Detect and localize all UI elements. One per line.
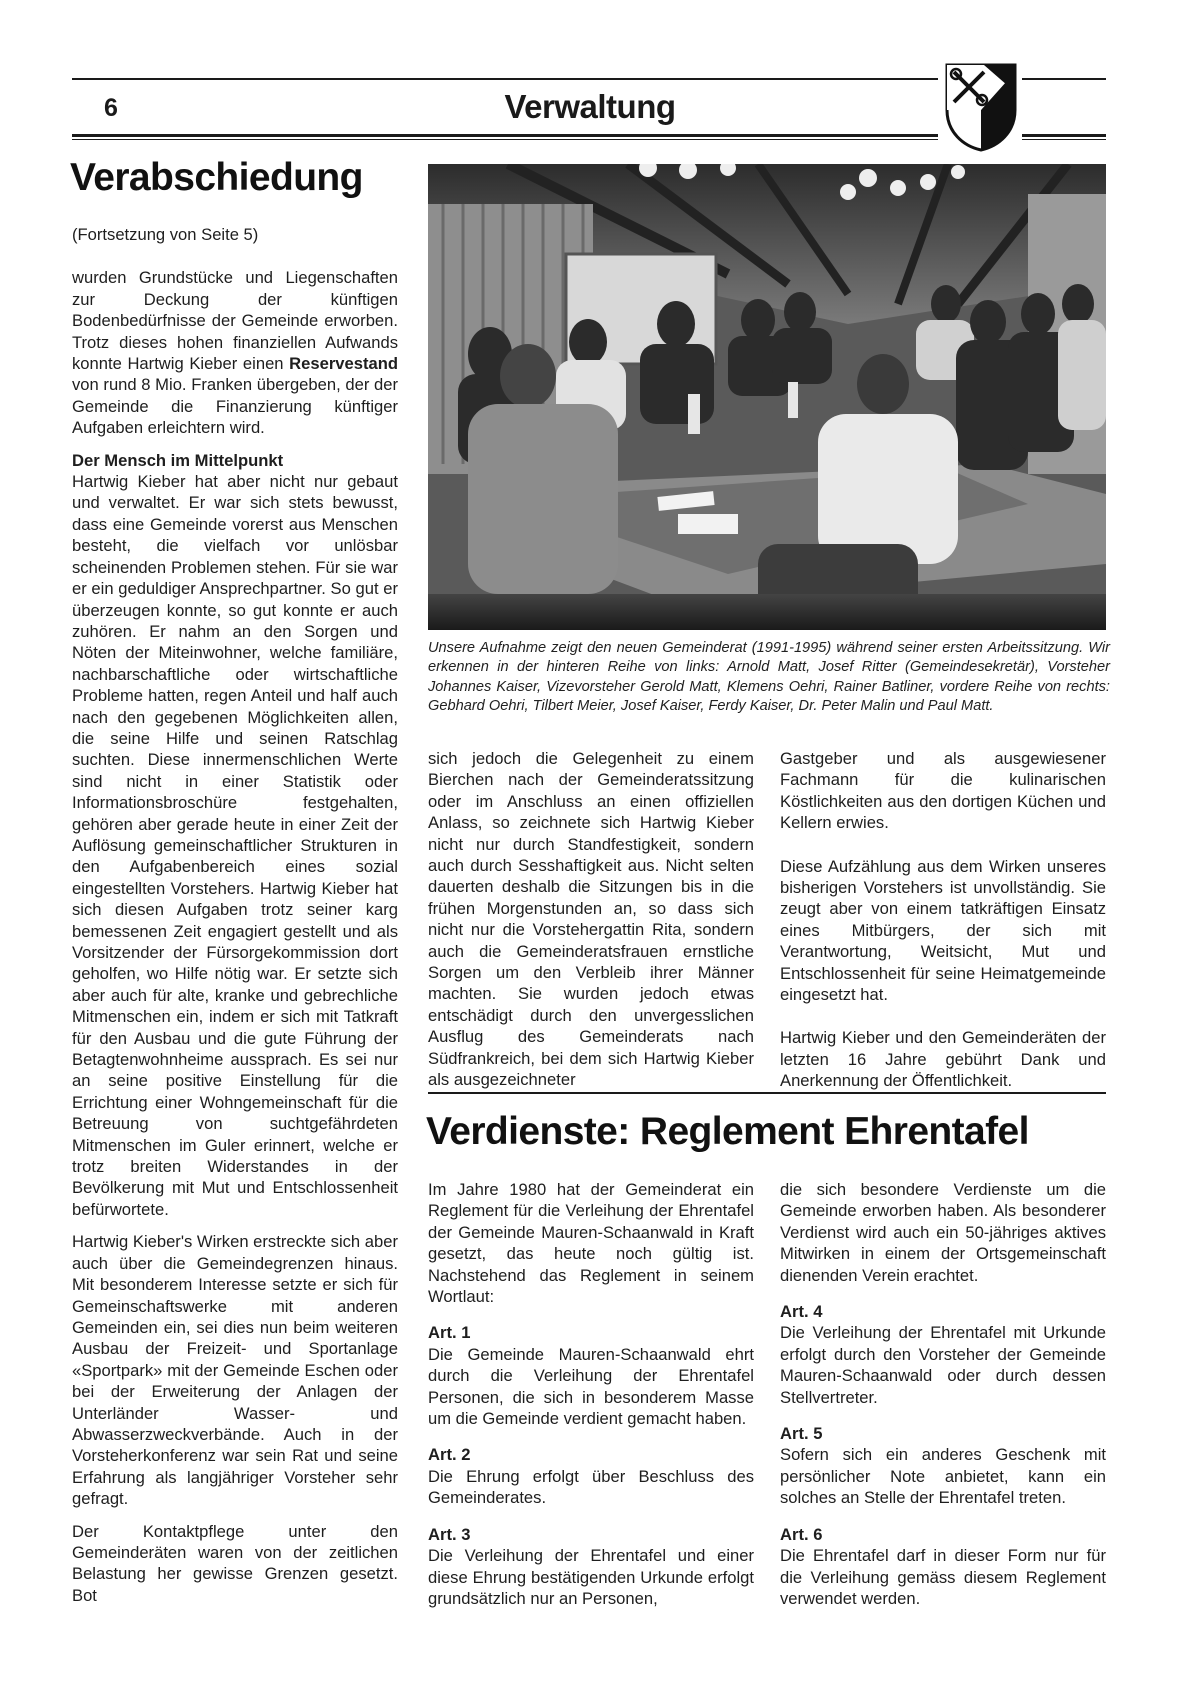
header-rule-bottom-2 [72, 139, 938, 140]
article-3-text: Die Verleihung der Ehrentafel und einer diese Ehrung bestätigenden Urkunde erfolgt grundsätzlich nur an Personen, [428, 1546, 754, 1608]
article-6-text: Die Ehrentafel darf in dieser Form nur für die Verleihung gemäss diesem Reglement verwendet werden. [780, 1546, 1106, 1608]
article-paragraph: Gastgeber und als ausgewiesener Fachmann für die kulinarischen Köstlichkeiten aus den dortigen Küchen und Kellern erwies. [780, 749, 1106, 833]
continuation-note: (Fortsetzung von Seite 5) [72, 225, 259, 244]
article-headline-ehrentafel: Verdienste: Reglement Ehrentafel [426, 1110, 1029, 1153]
header-rule-bottom-right-2 [1022, 139, 1106, 140]
article-column-left [72, 224, 398, 1617]
article-3-title: Art. 3 [428, 1524, 471, 1544]
article-paragraph: sich jedoch die Gelegenheit zu einem Bierchen nach der Gemeinderatssitzung oder im Anschluss an einen offiziellen Anlass, so zeichnete sich Hartwig Kieber nicht nur durch Standfestigkeit, sondern auch durch Sesshaftigkeit aus. Nicht selten dauerten deshalb die Sitzungen bis in die frühen Morgenstunden an, so dass sich nicht nur die Vorstehergattin Rita, sondern auch die Gemeinderatsfrauen ernstliche Sorgen um den Verbleib ihrer Männer machten. Sie wurden jedoch etwas entschädigt durch den unvergesslichen Ausflug des Gemeinderats nach Südfrankreich, bei dem sich Hartwig Kieber als ausgezeichneter [428, 749, 754, 1090]
coat-of-arms-icon [944, 62, 1018, 152]
article-paragraph: Hartwig Kieber und den Gemeinderäten der letzten 16 Jahre gebührt Dank und Anerkennung der Öffentlichkeit. [780, 1028, 1106, 1091]
reglement-column-left [428, 1179, 754, 1620]
article-headline: Verabschiedung [70, 156, 363, 199]
section-title: Verwaltung [504, 88, 676, 125]
page-number: 6 [104, 94, 118, 122]
article-paragraph: Diese Aufzählung aus dem Wirken unseres bisherigen Vorstehers ist unvollständig. Sie zeugt aber von einem tatkräftigen Einsatz eines Mitbürgers, der sich mit Verantwortung, Weitsicht, Mut und Entschlossenheit für seine Heimatgemeinde eingesetzt hat. [780, 856, 1106, 1005]
article-column-right [780, 748, 1106, 1103]
article-2-text: Die Ehrung erfolgt über Beschluss des Gemeinderates. [428, 1466, 754, 1508]
article-1-title: Art. 1 [428, 1323, 471, 1343]
article-6-title: Art. 6 [780, 1524, 823, 1544]
article-5-title: Art. 5 [780, 1424, 823, 1444]
reglement-intro: Im Jahre 1980 hat der Gemeinderat ein Reglement für die Verleihung der Ehrentafel der Gemeinde Mauren-Schaanwald in Kraft gesetzt, das heute noch gültig ist. Nachstehend das Reglement in seinem Wortlaut: [428, 1180, 754, 1307]
article-1-text: Die Gemeinde Mauren-Schaanwald ehrt durch die Verleihung der Ehrentafel Personen, die sich in besonderem Masse um die Gemeinde verdient gemacht haben. [428, 1344, 754, 1429]
header-rule-bottom-right-1 [1022, 134, 1106, 137]
article-paragraph: Hartwig Kieber's Wirken erstreckte sich aber auch über die Gemeindegrenzen hinaus. Mit besonderem Interesse setzte er sich für Gemeinschaftswerke mit anderen Gemeinden ein, sei dies nun beim weiteren Ausbau der Freizeit- und Sportanlage «Sportpark» mit der Gemeinde Eschen oder bei der Erweiterung der Anlagen der Unterländer Wasser- und Abwasserzweckverbände. Auch in der Vorsteherkonferenz war sein Rat und seine Erfahrung als langjähriger Vorsteher sehr gefragt. [72, 1232, 398, 1509]
subheading: Der Mensch im Mittelpunkt [72, 450, 284, 470]
article-2-title: Art. 2 [428, 1445, 471, 1465]
photo-illustration [428, 164, 1106, 630]
header-rule-top [72, 78, 938, 80]
header-rule-top-right [1022, 78, 1106, 80]
article-divider [428, 1092, 1106, 1094]
article-column-middle [428, 748, 754, 1102]
header-rule-bottom-1 [72, 134, 938, 137]
article-paragraph: wurden Grundstücke und Liegenschaften zur Deckung der künftigen Bodenbedürfnisse der Gemeinde erworben. Trotz dieses hohen finanziellen Aufwands konnte Hartwig Kieber einen Reservestand von rund 8 Mio. Franken übergeben, der der Gemeinde die Finanzierung künftiger Aufgaben erleichtern wird. [72, 268, 398, 438]
council-meeting-photo [428, 164, 1106, 630]
article-paragraph: Hartwig Kieber hat aber nicht nur gebaut und verwaltet. Er war sich stets bewusst, dass eine Gemeinde vorerst aus Menschen besteht, die vielfach vor unlösbar scheinenden Problemen stehen. Für sie war er ein geduldiger Ansprechpartner. So gut er überzeugen konnte, so gut konnte er auch zuhören. Er nahm an den Sorgen und Nöten der Miteinwohner, welche familiäre, nachbarschaftliche oder wirtschaftliche Probleme hatten, regen Anteil und half auch nach den gegebenen Möglichkeiten allen, die seine Hilfe und seinen Ratschlag suchten. Diese innermenschlichen Werte sind nicht in einer Statistik oder Informationsbroschüre festgehalten, gehören aber gerade heute in einer Zeit der Auflösung gemeinschaftlicher Strukturen in den Aufgabenbereich eines sozial eingestellten Vorstehers. Hartwig Kieber hat sich diesen Aufgaben trotz seiner karg bemessenen Zeit engagiert gestellt und als Vorsitzender der Fürsorgekommission dort geholfen, wo Hilfe nötig war. Er setzte sich aber auch für alte, kranke und gebrechliche Mitmenschen ein, indem er sich mit Tatkraft für den Ausbau und die gute Führung der Betagtenwohnheime aussprach. Es sei nur an seine positive Einstellung für die Errichtung einer Wohngemeinschaft für die Betreuung von suchtgefährdeten Mitmenschen im Guler erinnert, welche er trotz breiten Widerstandes in der Bevölkerung mit Mut und Entschlossenheit befürwortete. [72, 472, 398, 1219]
article-4-title: Art. 4 [780, 1302, 823, 1322]
article-5-text: Sofern sich ein anderes Geschenk mit persönlicher Note anbietet, kann ein solches an Stelle der Ehrentafel treten. [780, 1445, 1106, 1508]
photo-caption: Unsere Aufnahme zeigt den neuen Gemeinderat (1991-1995) während seiner ersten Arbeitssitzung. Wir erkennen in der hinteren Reihe von links: Arnold Matt, Josef Ritter (Gemeindesekretär), Vorsteher Johannes Kaiser, Vizevorsteher Gerold Matt, Klemens Oehri, Rainer Batliner, vordere Reihe von rechts: Gebhard Oehri, Tilbert Meier, Josef Kaiser, Ferdy Kaiser, Dr. Peter Malin und Paul Matt. [428, 640, 1110, 715]
reglement-column-right [780, 1179, 1106, 1620]
article-3-text-continued: die sich besondere Verdienste um die Gemeinde erworben haben. Als besonderer Verdienst wird auch ein 50-jähriges aktives Mitwirken in einem der Ortsgemeinschaft dienenden Verein erachtet. [780, 1180, 1106, 1285]
article-4-text: Die Verleihung der Ehrentafel mit Urkunde erfolgt durch den Vorsteher der Gemeinde Mauren-Schaanwald oder durch dessen Stellvertreter. [780, 1323, 1106, 1407]
article-paragraph: Der Kontaktpflege unter den Gemeinderäten waren von der zeitlichen Belastung her gewisse Grenzen gesetzt. Bot [72, 1521, 398, 1605]
